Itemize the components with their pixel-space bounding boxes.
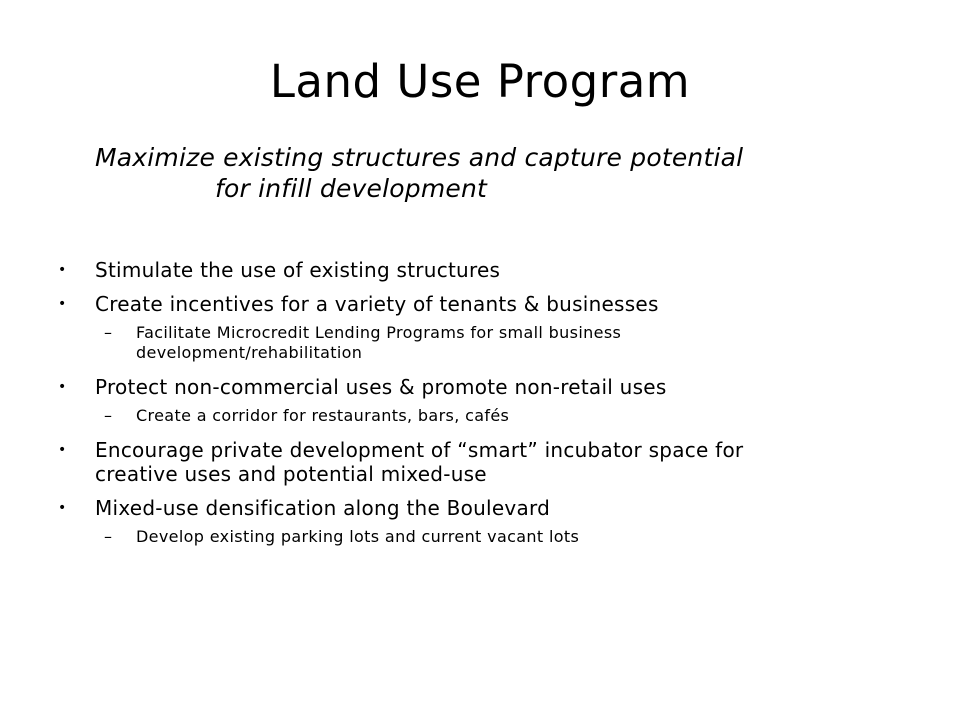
sub-bullet-marker: –: [104, 527, 113, 546]
bullet-item: [58, 258, 918, 282]
sub-bullet-text-line-1: Facilitate Microcredit Lending Programs for small business: [136, 323, 622, 342]
sub-bullet-item: [58, 323, 918, 363]
bullet-text: Stimulate the use of existing structures: [95, 258, 501, 282]
bullet-marker: •: [58, 500, 67, 516]
sub-bullet-text-line-2: development/rehabilitation: [136, 343, 363, 362]
bullet-marker: •: [58, 379, 67, 395]
bullet-list: [58, 258, 918, 559]
slide-title: Land Use Program: [269, 55, 691, 108]
bullet-text: Protect non-commercial uses & promote non-retail uses: [95, 375, 667, 399]
bullet-text: Create incentives for a variety of tenants & businesses: [95, 292, 659, 316]
sub-bullet-marker: –: [104, 323, 113, 342]
bullet-text-line-1: Encourage private development of “smart” incubator space for: [95, 438, 744, 462]
bullet-marker: •: [58, 296, 67, 312]
sub-bullet-text: Develop existing parking lots and current vacant lots: [136, 527, 580, 546]
sub-bullet-text: Create a corridor for restaurants, bars, cafés: [136, 406, 510, 425]
sub-bullet-item: [58, 527, 918, 547]
bullet-text: Mixed-use densification along the Boulevard: [95, 496, 551, 520]
bullet-text-line-2: creative uses and potential mixed-use: [95, 462, 487, 486]
bullet-item: [58, 438, 918, 486]
sub-bullet-item: [58, 406, 918, 426]
bullet-item: [58, 292, 918, 316]
subtitle-line-1: Maximize existing structures and capture potential: [95, 143, 744, 172]
bullet-item: [58, 496, 918, 520]
slide-subtitle: [95, 142, 915, 204]
subtitle-line-2: for infill development: [215, 174, 488, 203]
bullet-item: [58, 375, 918, 399]
bullet-marker: •: [58, 262, 67, 278]
sub-bullet-marker: –: [104, 406, 113, 425]
bullet-marker: •: [58, 442, 67, 458]
